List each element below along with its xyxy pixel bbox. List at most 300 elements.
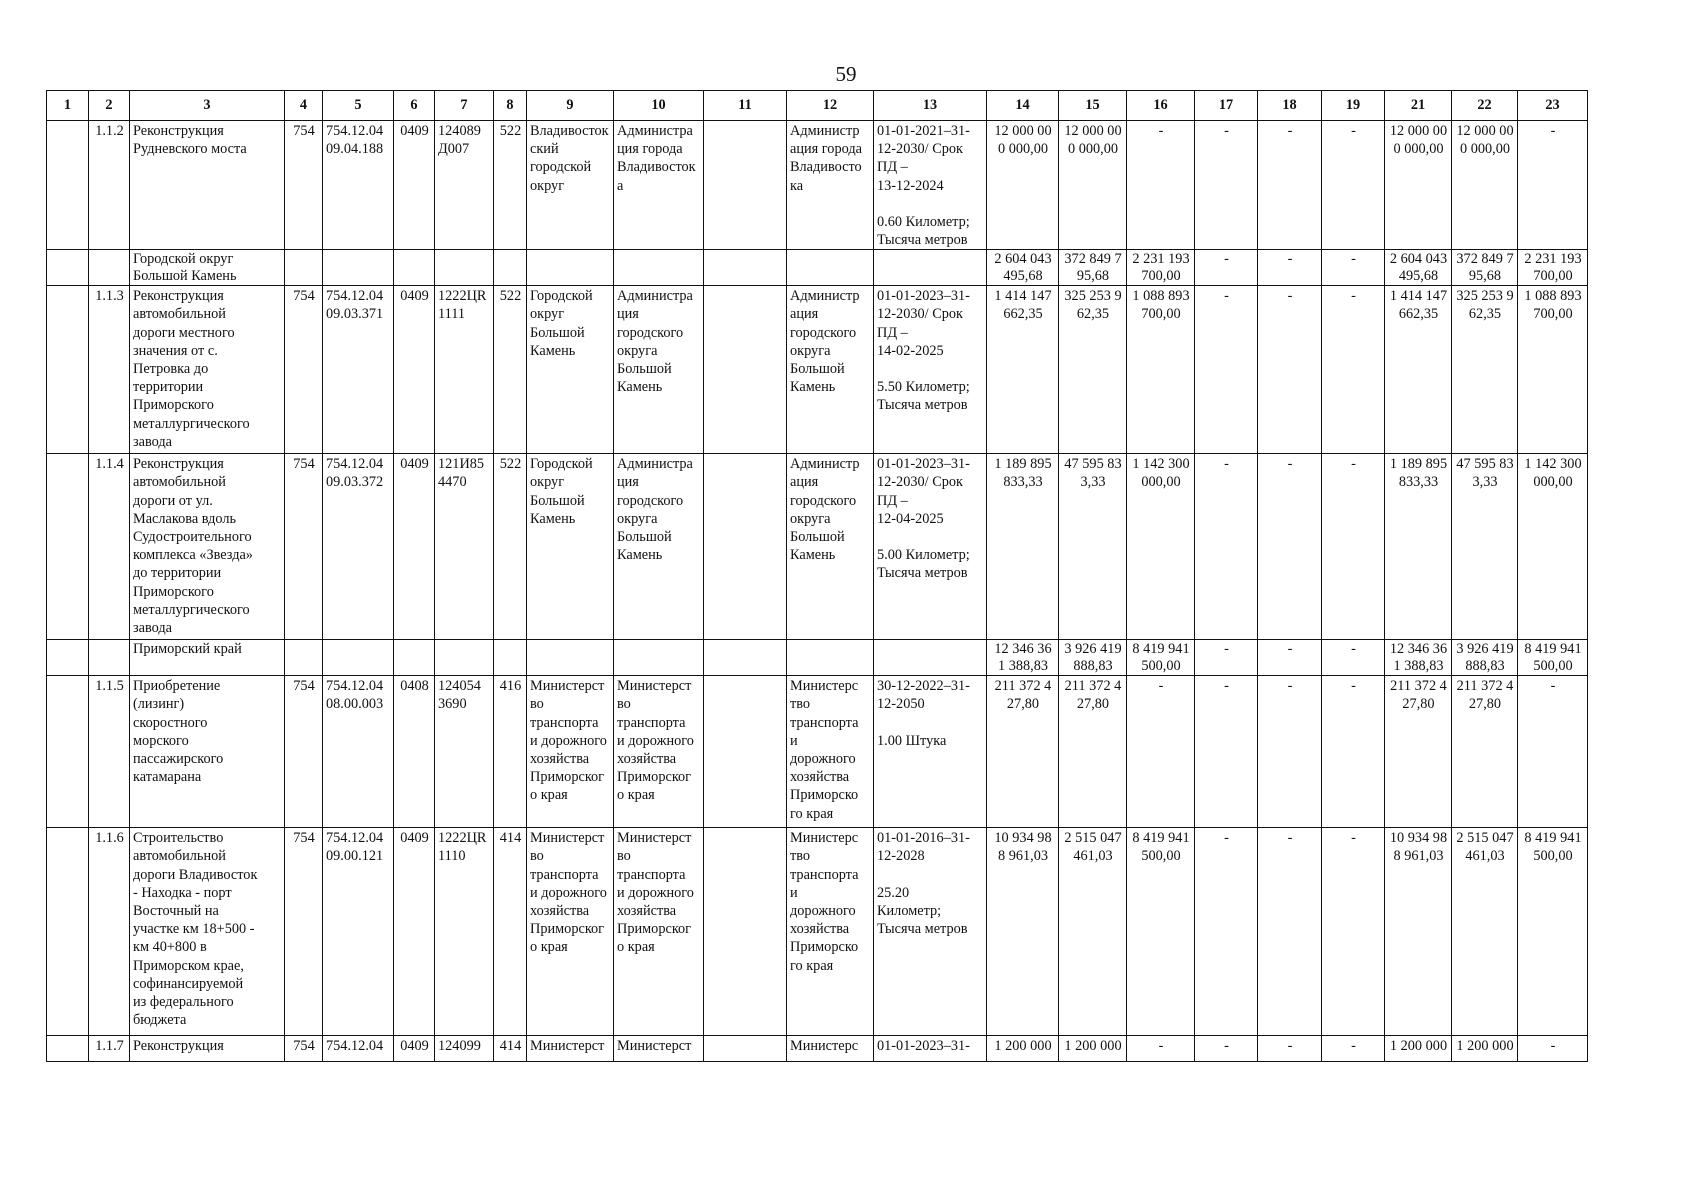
column-header-14: 14 (987, 91, 1059, 121)
table-row (47, 454, 1588, 640)
cell-line: Тысяча метров (877, 921, 968, 938)
cell-line: 0 000,00 (1393, 141, 1444, 158)
cell-col-5 (323, 640, 394, 676)
cell-line: Рудневского моста (133, 141, 247, 158)
cell-col-3 (130, 121, 285, 250)
cell-col-11 (704, 121, 787, 250)
cell-line: 1111 (438, 306, 466, 323)
cell-line: 0.60 Километр; (877, 213, 970, 230)
cell-line: 12 346 36 (994, 641, 1052, 658)
cell-col-17: - (1195, 121, 1258, 250)
cell-col-10 (614, 454, 704, 640)
cell-line: Администра (617, 288, 693, 305)
cell-col-1 (47, 1036, 89, 1062)
cell-line: 1 200 000 (1456, 1038, 1514, 1055)
cell-line: 211 372 4 (1390, 678, 1447, 695)
cell-line: го края (790, 805, 834, 822)
cell-col-15 (1059, 286, 1127, 454)
cell-line: во (530, 696, 544, 713)
cell-line: территории (133, 379, 204, 396)
cell-line: Большой (530, 324, 585, 341)
cell-line: 754.12.04 (326, 123, 384, 139)
cell-line: комплекса «Звезда» (133, 547, 253, 564)
cell-col-12 (787, 250, 874, 286)
column-header-17: 17 (1195, 91, 1258, 121)
cell-line: 124089 (438, 123, 481, 139)
cell-col-16: - (1127, 121, 1195, 250)
cell-line: 12 000 00 (994, 123, 1052, 139)
cell-line: 95,68 (1468, 268, 1502, 285)
cell-line: Большой (530, 492, 585, 509)
cell-col-23: - (1518, 676, 1588, 828)
cell-col-15 (1059, 121, 1127, 250)
cell-col-9 (527, 640, 614, 676)
cell-line: 2 231 193 (1132, 251, 1190, 268)
cell-col-22 (1452, 676, 1518, 828)
cell-col-17: - (1195, 1036, 1258, 1062)
cell-col-22 (1452, 250, 1518, 286)
cell-line: Реконструкция (133, 1038, 224, 1055)
cell-line: Реконструкция (133, 123, 224, 139)
cell-col-22 (1452, 828, 1518, 1036)
table-row (47, 828, 1588, 1036)
cell-line: городского (617, 324, 684, 341)
cell-col-2: 1.1.7 (89, 1036, 130, 1062)
cell-line: 888,83 (1073, 658, 1113, 675)
cell-line: транспорта (617, 866, 686, 883)
cell-line: 3,33 (1472, 474, 1498, 491)
cell-line: о края (530, 787, 568, 804)
cell-col-7 (435, 828, 494, 1036)
column-header-10: 10 (614, 91, 704, 121)
cell-line: Строительство (133, 830, 224, 847)
cell-line: Приморског (617, 769, 692, 786)
cell-line: 461,03 (1073, 848, 1113, 865)
cell-col-22 (1452, 1036, 1518, 1062)
cell-line: 495,68 (1398, 268, 1439, 285)
cell-line: о края (530, 939, 568, 956)
cell-line: автомобильной (133, 474, 226, 491)
cell-col-16: - (1127, 1036, 1195, 1062)
cell-line: 95,68 (1076, 268, 1110, 285)
cell-col-3 (130, 828, 285, 1036)
cell-col-12 (787, 286, 874, 454)
cell-col-8: 522 (494, 454, 527, 640)
cell-col-1 (47, 286, 89, 454)
table-body (47, 121, 1588, 1062)
cell-line: 1 414 147 (1389, 288, 1448, 305)
cell-line: о края (617, 939, 655, 956)
cell-line: 500,00 (1533, 848, 1573, 865)
cell-line: 211 372 4 (1456, 678, 1514, 695)
cell-line: 211 372 4 (994, 678, 1052, 695)
column-header-9: 9 (527, 91, 614, 121)
cell-line: 3690 (438, 696, 467, 713)
cell-col-18: - (1258, 1036, 1322, 1062)
cell-line: 12-2030/ Срок (877, 306, 963, 323)
cell-col-3 (130, 676, 285, 828)
cell-col-8: 416 (494, 676, 527, 828)
cell-line: транспорта (790, 866, 859, 883)
cell-line: Владивосток (617, 159, 696, 176)
cell-col-5 (323, 454, 394, 640)
cell-col-19: - (1322, 286, 1385, 454)
cell-col-5 (323, 250, 394, 286)
cell-col-9 (527, 828, 614, 1036)
cell-line: округа (617, 510, 658, 527)
cell-col-21 (1385, 1036, 1452, 1062)
cell-col-21 (1385, 121, 1452, 250)
cell-line: 124054 (438, 678, 481, 695)
cell-line: тво (790, 848, 811, 865)
cell-line: городской (530, 159, 592, 176)
cell-line: Маслакова вдоль (133, 510, 237, 527)
cell-col-21 (1385, 828, 1452, 1036)
cell-line: 8 419 941 (1132, 830, 1190, 847)
cell-col-11 (704, 676, 787, 828)
cell-col-19: - (1322, 250, 1385, 286)
cell-line: Тысяча метров (877, 232, 968, 249)
cell-line: 12 000 00 (1389, 123, 1448, 139)
cell-line: и дорожного (617, 884, 694, 901)
cell-col-5 (323, 121, 394, 250)
cell-col-14 (987, 676, 1059, 828)
cell-line (877, 528, 984, 546)
cell-line: Реконструкция (133, 288, 224, 305)
cell-line: Приморского (133, 397, 214, 414)
cell-line: во (617, 696, 631, 713)
cell-line: дороги Владивосток (133, 866, 258, 883)
column-header-8: 8 (494, 91, 527, 121)
column-header-16: 16 (1127, 91, 1195, 121)
table-row (47, 1036, 1588, 1062)
cell-line: 12-2030/ Срок (877, 474, 963, 491)
cell-col-22 (1452, 454, 1518, 640)
cell-line: Километр; (877, 902, 942, 919)
cell-col-10 (614, 1036, 704, 1062)
cell-col-19: - (1322, 1036, 1385, 1062)
cell-line: 5.00 Километр; (877, 547, 970, 564)
cell-line: 8 419 941 (1132, 641, 1190, 658)
cell-col-23: - (1518, 121, 1588, 250)
cell-col-1 (47, 250, 89, 286)
cell-col-13 (874, 250, 987, 286)
cell-col-14 (987, 250, 1059, 286)
column-header-2: 2 (89, 91, 130, 121)
cell-col-23 (1518, 640, 1588, 676)
cell-col-14 (987, 1036, 1059, 1062)
cell-line: скоростного (133, 714, 208, 731)
cell-line: 25.20 (877, 884, 910, 901)
cell-line: хозяйства (790, 769, 850, 786)
cell-line: дороги местного (133, 324, 235, 341)
cell-line: 500,00 (1141, 658, 1181, 675)
cell-line: 1110 (438, 848, 466, 865)
cell-line: 888,83 (1465, 658, 1505, 675)
cell-col-16 (1127, 286, 1195, 454)
cell-line: тво (790, 696, 811, 713)
cell-col-18: - (1258, 828, 1322, 1036)
cell-line: о края (617, 787, 655, 804)
cell-col-2: 1.1.5 (89, 676, 130, 828)
cell-col-15 (1059, 828, 1127, 1036)
cell-col-19: - (1322, 454, 1385, 640)
cell-col-5 (323, 286, 394, 454)
cell-col-9 (527, 121, 614, 250)
cell-line: 12-2030/ Срок (877, 141, 963, 158)
cell-line: 500,00 (1533, 658, 1573, 675)
cell-col-11 (704, 640, 787, 676)
cell-col-17: - (1195, 286, 1258, 454)
cell-line: 47 595 83 (1456, 456, 1514, 473)
cell-line: Д007 (438, 141, 470, 158)
cell-col-18: - (1258, 286, 1322, 454)
cell-line: 500,00 (1141, 848, 1181, 865)
cell-line: 3 926 419 (1064, 641, 1122, 658)
cell-col-2 (89, 250, 130, 286)
column-header-5: 5 (323, 91, 394, 121)
cell-col-1 (47, 640, 89, 676)
cell-col-6 (394, 640, 435, 676)
cell-line: 1 189 895 (1389, 456, 1448, 473)
column-header-18: 18 (1258, 91, 1322, 121)
column-header-1: 1 (47, 91, 89, 121)
cell-line: транспорта (530, 866, 599, 883)
cell-col-1 (47, 121, 89, 250)
cell-line: 1 142 300 (1524, 456, 1582, 473)
cell-line: 8 419 941 (1524, 641, 1582, 658)
cell-col-22 (1452, 640, 1518, 676)
cell-col-10 (614, 640, 704, 676)
cell-line: городского (790, 492, 857, 509)
cell-line: ка (790, 177, 804, 194)
cell-line: 1 414 147 (994, 288, 1052, 305)
cell-line: 754.12.04 (326, 678, 384, 695)
cell-col-17: - (1195, 676, 1258, 828)
cell-line: софинансируемой (133, 975, 244, 992)
cell-line: Министерс (790, 678, 859, 695)
cell-line: 2 231 193 (1524, 251, 1582, 268)
cell-col-15 (1059, 676, 1127, 828)
cell-col-18: - (1258, 121, 1322, 250)
cell-line: 121И85 (438, 456, 485, 473)
page-number: 59 (835, 62, 857, 86)
cell-line: Большой (617, 361, 672, 378)
cell-col-9 (527, 454, 614, 640)
cell-line: дороги от ул. (133, 492, 213, 509)
cell-col-18: - (1258, 640, 1322, 676)
table-row (47, 286, 1588, 454)
cell-line: хозяйства (530, 751, 590, 768)
cell-line: 3 926 419 (1456, 641, 1514, 658)
cell-line: 27,80 (1076, 696, 1110, 713)
cell-line: 12-2028 (877, 848, 925, 865)
cell-col-12 (787, 1036, 874, 1062)
cell-line: 12 000 00 (1456, 123, 1514, 139)
cell-line: Администра (617, 123, 693, 139)
cell-col-15 (1059, 250, 1127, 286)
cell-line: 0 000,00 (997, 141, 1049, 158)
cell-col-21 (1385, 640, 1452, 676)
cell-line: (лизинг) (133, 696, 185, 713)
cell-col-19: - (1322, 640, 1385, 676)
cell-line: 1 189 895 (994, 456, 1052, 473)
cell-line: 62,35 (1076, 306, 1110, 323)
cell-col-14 (987, 121, 1059, 250)
cell-line: 1 200 000 (994, 1038, 1052, 1055)
cell-line: 000,00 (1533, 474, 1573, 491)
cell-line: - Находка - порт (133, 884, 232, 901)
cell-col-19: - (1322, 828, 1385, 1036)
cell-col-3 (130, 286, 285, 454)
cell-line: округа (617, 342, 658, 359)
cell-col-23 (1518, 454, 1588, 640)
cell-line: хозяйства (617, 903, 677, 920)
cell-line: дорожного (790, 903, 856, 920)
cell-line: Городской (530, 456, 593, 473)
cell-col-4: 754 (285, 286, 323, 454)
cell-line: 1 200 000 (1389, 1038, 1448, 1055)
column-header-7: 7 (435, 91, 494, 121)
cell-col-6: 0408 (394, 676, 435, 828)
cell-line: 09.03.371 (326, 306, 384, 323)
cell-line: 2 515 047 (1064, 830, 1122, 847)
cell-line: 1.00 Штука (877, 732, 947, 749)
cell-col-7 (435, 676, 494, 828)
cell-line: ация (790, 474, 819, 491)
cell-line: 01-01-2021–31- (877, 123, 970, 139)
cell-line: 700,00 (1141, 268, 1181, 285)
cell-col-13 (874, 676, 987, 828)
cell-col-15 (1059, 1036, 1127, 1062)
cell-line: 8 419 941 (1524, 830, 1582, 847)
cell-col-8: 414 (494, 828, 527, 1036)
cell-line: завода (133, 433, 173, 450)
cell-line: во (530, 848, 544, 865)
cell-line: 2 604 043 (994, 251, 1052, 268)
cell-line (877, 714, 984, 732)
cell-col-8: 522 (494, 286, 527, 454)
cell-line: Министерс (790, 1038, 859, 1055)
cell-col-23 (1518, 286, 1588, 454)
cell-line: 372 849 7 (1456, 251, 1514, 268)
cell-col-18: - (1258, 676, 1322, 828)
cell-line: Восточный на (133, 903, 219, 920)
cell-line: 47 595 83 (1064, 456, 1122, 473)
cell-line: Владивосто (790, 159, 862, 176)
cell-col-11 (704, 286, 787, 454)
cell-line: Министерст (617, 830, 692, 847)
cell-line: пассажирского (133, 751, 224, 768)
cell-line: 833,33 (1003, 474, 1043, 491)
cell-line: 14-02-2025 (877, 342, 944, 359)
cell-col-22 (1452, 121, 1518, 250)
cell-line: Администр (790, 456, 860, 473)
column-header-21: 21 (1385, 91, 1452, 121)
cell-line: участке км 18+500 - (133, 921, 255, 938)
budget-table (46, 90, 1588, 1062)
cell-line: округа (790, 342, 831, 359)
cell-col-23 (1518, 250, 1588, 286)
cell-line: значения от с. (133, 342, 218, 359)
cell-col-2: 1.1.3 (89, 286, 130, 454)
cell-col-9 (527, 676, 614, 828)
cell-line: округа (790, 510, 831, 527)
cell-line: 09.00.121 (326, 848, 384, 865)
cell-line: а (617, 177, 624, 194)
column-header-19: 19 (1322, 91, 1385, 121)
cell-col-6: 0409 (394, 121, 435, 250)
cell-col-15 (1059, 454, 1127, 640)
cell-line: Приморский край (133, 641, 242, 658)
cell-col-9 (527, 250, 614, 286)
cell-col-12 (787, 676, 874, 828)
cell-line: ация города (790, 141, 862, 158)
cell-col-18: - (1258, 250, 1322, 286)
cell-col-17: - (1195, 454, 1258, 640)
cell-col-3 (130, 454, 285, 640)
cell-col-7 (435, 121, 494, 250)
cell-line: и дорожного (530, 884, 607, 901)
cell-col-19: - (1322, 676, 1385, 828)
subtotal-row (47, 640, 1588, 676)
cell-line: Министерст (530, 678, 605, 695)
cell-line: 10 934 98 (994, 830, 1052, 847)
cell-col-21 (1385, 676, 1452, 828)
cell-line: дорожного (790, 751, 856, 768)
column-header-4: 4 (285, 91, 323, 121)
cell-line: 09.03.372 (326, 474, 384, 491)
cell-col-5 (323, 676, 394, 828)
cell-line: 27,80 (1006, 696, 1040, 713)
cell-line: Камень (617, 379, 663, 396)
cell-col-4: 754 (285, 676, 323, 828)
cell-col-8 (494, 250, 527, 286)
cell-line: завода (133, 620, 173, 637)
cell-col-2: 1.1.6 (89, 828, 130, 1036)
cell-line: 325 253 9 (1456, 288, 1514, 305)
cell-line: 12 000 00 (1064, 123, 1122, 139)
cell-col-14 (987, 828, 1059, 1036)
cell-line: 30-12-2022–31- (877, 678, 970, 695)
cell-line (877, 866, 984, 884)
cell-line: Большой (790, 361, 845, 378)
cell-line: металлургического (133, 415, 250, 432)
cell-line: Приморског (617, 921, 692, 938)
cell-line: и дорожного (617, 732, 694, 749)
cell-col-13 (874, 121, 987, 250)
cell-line: Городской округ (133, 251, 234, 268)
table-row (47, 676, 1588, 828)
cell-line: 754.12.04 (326, 1038, 384, 1055)
cell-line: Приморского (133, 583, 214, 600)
cell-col-21 (1385, 286, 1452, 454)
cell-line: и дорожного (530, 732, 607, 749)
cell-line: 62,35 (1468, 306, 1502, 323)
cell-col-13 (874, 1036, 987, 1062)
cell-col-7 (435, 640, 494, 676)
cell-col-14 (987, 640, 1059, 676)
cell-line: 372 849 7 (1064, 251, 1122, 268)
cell-col-4: 754 (285, 454, 323, 640)
cell-line: 4470 (438, 474, 467, 491)
cell-line: транспорта (790, 714, 859, 731)
cell-line: бюджета (133, 1012, 187, 1029)
cell-col-9 (527, 286, 614, 454)
cell-col-17: - (1195, 250, 1258, 286)
cell-col-8 (494, 640, 527, 676)
cell-line: 662,35 (1003, 306, 1043, 323)
